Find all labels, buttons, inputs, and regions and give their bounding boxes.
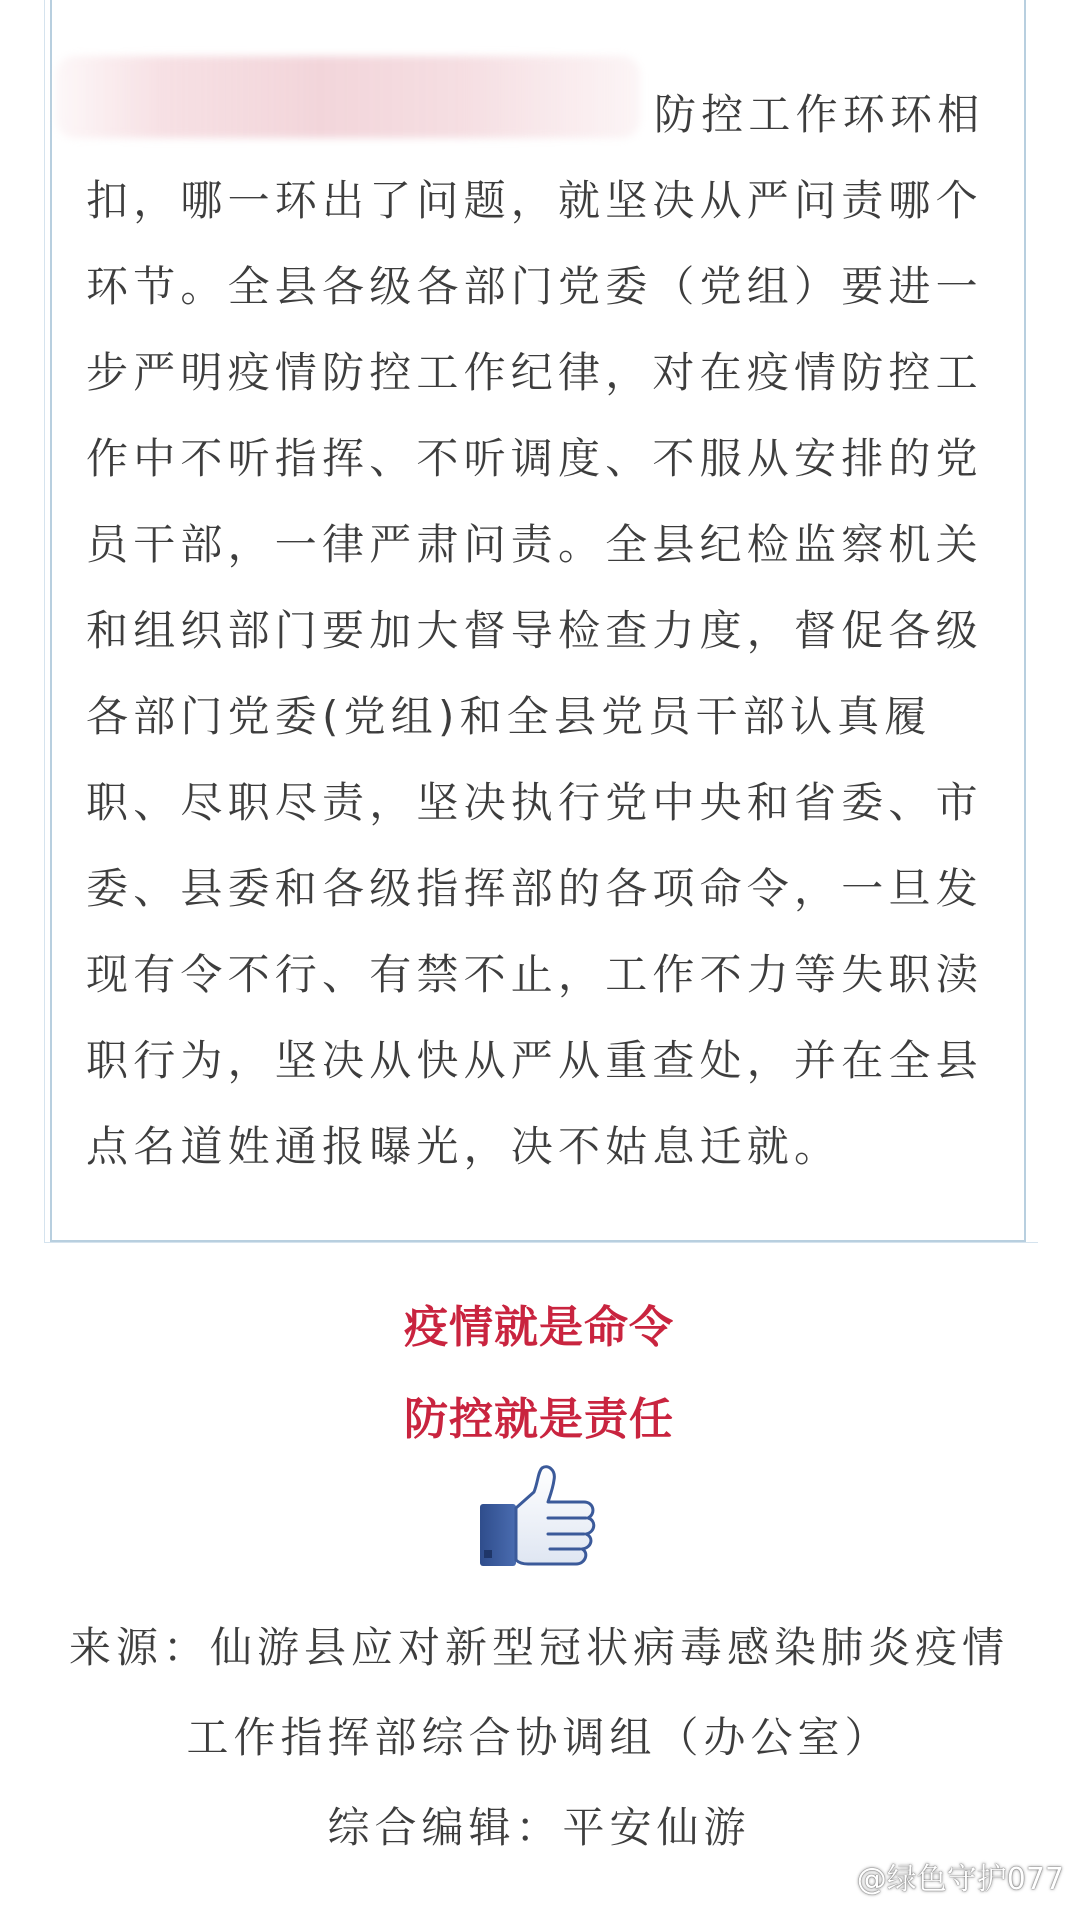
redacted-text-blur (56, 56, 640, 138)
slogan-responsibility: 防控就是责任 (404, 1394, 674, 1445)
body-line: 员干部，一律严肃问责。全县纪检监察机关 (86, 520, 983, 569)
source-line: 来源：仙游县应对新型冠状病毒感染肺炎疫情 (68, 1623, 1009, 1672)
weibo-watermark (815, 1856, 1064, 1896)
body-line: 和组织部门要加大督导检查力度，督促各级 (86, 606, 983, 655)
quote-box-outer-line (44, 0, 45, 1242)
body-line: 防控工作环环相 (654, 90, 985, 139)
editor-line: 综合编辑：平安仙游 (327, 1803, 751, 1852)
body-line: 环节。全县各级各部门党委（党组）要进一 (86, 262, 983, 311)
body-line: 职行为，坚决从快从严从重查处，并在全县 (86, 1036, 983, 1085)
thumbs-up-icon (476, 1462, 604, 1570)
source-line-continued: 工作指挥部综合协调组（办公室） (186, 1713, 892, 1762)
body-line: 各部门党委(党组)和全县党员干部认真履 (86, 692, 932, 741)
body-line: 职、尽职尽责，坚决执行党中央和省委、市 (86, 778, 983, 827)
body-line: 委、县委和各级指挥部的各项命令，一旦发 (86, 864, 983, 913)
body-line: 现有令不行、有禁不止，工作不力等失职渎 (86, 950, 983, 999)
watermark-text: @绿色守护077 (856, 1862, 1064, 1897)
body-line: 步严明疫情防控工作纪律，对在疫情防控工 (86, 348, 983, 397)
slogan-order: 疫情就是命令 (404, 1302, 674, 1353)
body-line: 作中不听指挥、不听调度、不服从安排的党 (86, 434, 983, 483)
weibo-logo-icon (815, 1861, 851, 1891)
body-line: 点名道姓通报曝光，决不姑息迁就。 (86, 1122, 842, 1171)
quote-box-bottom-line (44, 1242, 1038, 1243)
body-line: 扣，哪一环出了问题，就坚决从严问责哪个 (86, 176, 983, 225)
